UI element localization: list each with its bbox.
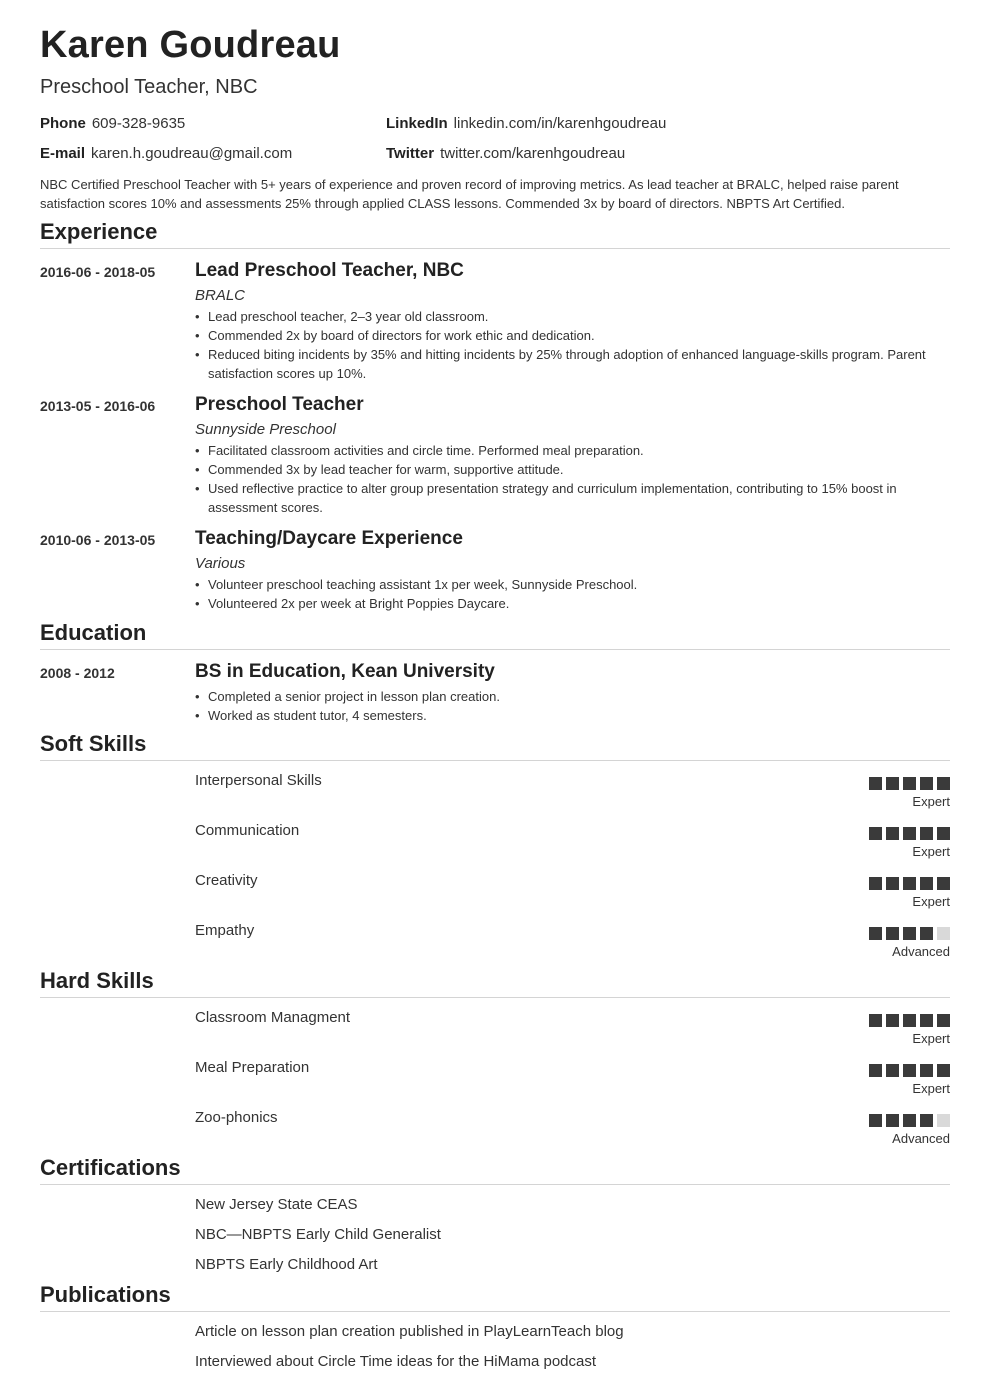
rating-square-filled [903, 927, 916, 940]
skill-name: Meal Preparation [195, 1059, 310, 1076]
skill-row [40, 1009, 950, 1049]
rating-square-filled [869, 827, 882, 840]
bullet-item: • Volunteer preschool teaching assistant 1x per week, Sunnyside Preschool. [195, 575, 935, 594]
skill-row [40, 1109, 950, 1149]
summary: NBC Certified Preschool Teacher with 5+ years of experience and proven record of improving metrics. As lead teacher at BRALC, helped raise parent satisfaction scores 10% and assessments 25% through applied CLASS lessons. Commended 3x by board of directors. NBPTS Art Certified. [40, 177, 899, 211]
rating-square-filled [920, 827, 933, 840]
rating-square-filled [869, 777, 882, 790]
bullet-item: • Lead preschool teacher, 2–3 year old classroom. [195, 307, 935, 326]
bullet-item: • Reduced biting incidents by 35% and hitting incidents by 25% through adoption of enhanced language-skills program. Parent satisfaction scores up 10%. [195, 345, 935, 383]
rating-square-filled [886, 777, 899, 790]
contact-phone-value: 609-328-9635 [91, 115, 186, 132]
candidate-title: Preschool Teacher, NBC [40, 76, 258, 98]
skill-row [40, 822, 950, 862]
entry-role: Preschool Teacher [195, 394, 364, 415]
rating-square-filled [869, 1064, 882, 1077]
bullet-item: • Completed a senior project in lesson plan creation. [195, 687, 935, 706]
rating-square-empty [937, 927, 950, 940]
entry-bullets [195, 441, 935, 517]
skill-rating-bar [869, 1064, 950, 1077]
rating-square-filled [903, 1064, 916, 1077]
contact-linkedin-label: LinkedIn [386, 115, 448, 132]
contact-phone-label: Phone [40, 115, 86, 132]
bullet-item: • Used reflective practice to alter group presentation strategy and curriculum implementation, contributing to 15% boost in assessment scores. [195, 479, 935, 517]
rating-square-filled [920, 1014, 933, 1027]
skill-row [40, 772, 950, 812]
entry-organization: Various [195, 555, 246, 572]
entry-dates: 2013-05 - 2016-06 [40, 398, 156, 414]
skill-level: Expert [912, 794, 950, 809]
entry-dates: 2016-06 - 2018-05 [40, 264, 156, 280]
rating-square-filled [869, 1114, 882, 1127]
publication-item: Interviewed about Circle Time ideas for the HiMama podcast [195, 1353, 597, 1370]
bullet-item: • Commended 3x by lead teacher for warm, supportive attitude. [195, 460, 935, 479]
rating-square-filled [920, 1064, 933, 1077]
skill-rating-bar [869, 1014, 950, 1027]
rating-square-filled [920, 1114, 933, 1127]
publication-item: Article on lesson plan creation published in PlayLearnTeach blog [195, 1323, 624, 1340]
entry-bullets [195, 575, 935, 613]
certification-item: NBC—NBPTS Early Child Generalist [195, 1226, 441, 1243]
skill-name: Communication [195, 822, 300, 839]
rating-square-filled [903, 827, 916, 840]
skill-rating-bar [869, 777, 950, 790]
rating-square-filled [920, 877, 933, 890]
contact-linkedin-value[interactable]: linkedin.com/in/karenhgoudreau [453, 115, 667, 132]
contact-email-value[interactable]: karen.h.goudreau@gmail.com [91, 145, 293, 162]
bullet-item: • Volunteered 2x per week at Bright Poppies Daycare. [195, 594, 935, 613]
rating-square-filled [903, 1114, 916, 1127]
rating-square-filled [886, 877, 899, 890]
skill-rating-bar [869, 1114, 950, 1127]
rating-square-filled [903, 777, 916, 790]
contact-twitter-value[interactable]: twitter.com/karenhgoudreau [440, 145, 626, 162]
contact-phone [40, 115, 185, 132]
rating-square-filled [869, 927, 882, 940]
skill-name: Classroom Managment [195, 1009, 351, 1026]
entry-organization: BRALC [195, 287, 246, 304]
rating-square-filled [886, 1114, 899, 1127]
entry-bullets [195, 687, 935, 725]
entry-organization: Sunnyside Preschool [195, 421, 336, 438]
rating-square-filled [886, 1064, 899, 1077]
skill-row [40, 872, 950, 912]
entry-role: Lead Preschool Teacher, NBC [195, 260, 464, 281]
skill-level: Expert [912, 1031, 950, 1046]
rating-square-filled [937, 777, 950, 790]
entry-role: Teaching/Daycare Experience [195, 528, 463, 549]
skill-name: Empathy [195, 922, 255, 939]
contact-twitter [386, 145, 625, 162]
rating-square-filled [937, 877, 950, 890]
section-heading-certifications: Certifications [40, 1155, 950, 1185]
skill-row [40, 922, 950, 962]
rating-square-filled [886, 1014, 899, 1027]
skill-rating-bar [869, 827, 950, 840]
section-heading-experience: Experience [40, 219, 950, 249]
section-heading-publications: Publications [40, 1282, 950, 1312]
section-heading-education: Education [40, 620, 950, 650]
skill-level: Expert [912, 1081, 950, 1096]
rating-square-filled [903, 1014, 916, 1027]
rating-square-filled [886, 927, 899, 940]
skill-level: Expert [912, 844, 950, 859]
rating-square-filled [937, 827, 950, 840]
skill-name: Interpersonal Skills [195, 772, 322, 789]
skill-name: Zoo-phonics [195, 1109, 278, 1126]
section-heading-hard-skills: Hard Skills [40, 968, 950, 998]
rating-square-filled [886, 827, 899, 840]
contact-twitter-label: Twitter [386, 145, 435, 162]
rating-square-filled [869, 1014, 882, 1027]
rating-square-filled [869, 877, 882, 890]
certification-item: NBPTS Early Childhood Art [195, 1256, 378, 1273]
rating-square-filled [920, 927, 933, 940]
rating-square-filled [903, 877, 916, 890]
skill-rating-bar [869, 877, 950, 890]
skill-rating-bar [869, 927, 950, 940]
skill-level: Expert [912, 894, 950, 909]
contact-email [40, 145, 292, 162]
entry-dates: 2010-06 - 2013-05 [40, 532, 156, 548]
rating-square-filled [920, 777, 933, 790]
contact-linkedin [386, 115, 666, 132]
entry-role: BS in Education, Kean University [195, 661, 495, 682]
contact-email-label: E-mail [40, 145, 86, 162]
rating-square-empty [937, 1114, 950, 1127]
certification-item: New Jersey State CEAS [195, 1196, 358, 1213]
rating-square-filled [937, 1014, 950, 1027]
skill-row [40, 1059, 950, 1099]
candidate-name: Karen Goudreau [40, 24, 341, 66]
section-heading-soft-skills: Soft Skills [40, 731, 950, 761]
skill-level: Advanced [892, 1131, 950, 1146]
skill-name: Creativity [195, 872, 258, 889]
skill-level: Advanced [892, 944, 950, 959]
bullet-item: • Facilitated classroom activities and circle time. Performed meal preparation. [195, 441, 935, 460]
entry-bullets [195, 307, 935, 383]
bullet-item: • Worked as student tutor, 4 semesters. [195, 706, 935, 725]
entry-dates: 2008 - 2012 [40, 665, 115, 681]
bullet-item: • Commended 2x by board of directors for work ethic and dedication. [195, 326, 935, 345]
rating-square-filled [937, 1064, 950, 1077]
